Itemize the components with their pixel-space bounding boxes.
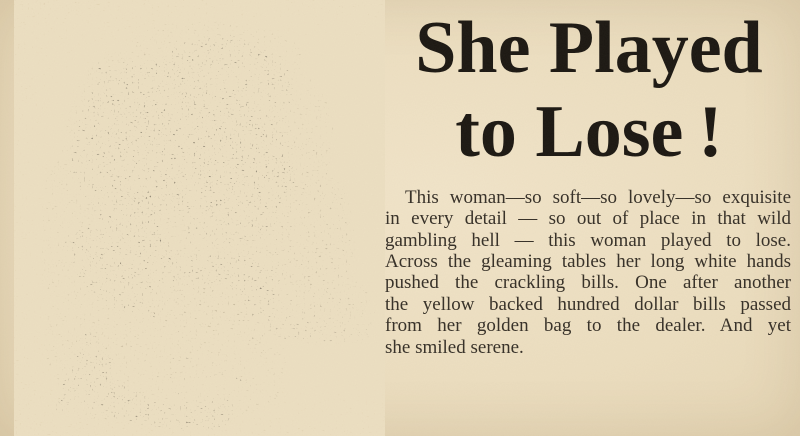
body-line: she smiled serene. xyxy=(385,336,524,358)
headline-line-2: to Lose ! xyxy=(455,91,723,174)
illustration-hat-jewel xyxy=(165,168,173,176)
body-line: the yellow backed hundred dollar bills passed xyxy=(385,293,791,315)
body-line: pushed the crackling bills. One after another xyxy=(385,272,791,294)
body-line: gambling hell — this woman played to lose. xyxy=(385,229,791,251)
illustration-vignette xyxy=(41,21,373,430)
body-paragraph xyxy=(383,187,795,358)
headline-line-1: She Played xyxy=(415,7,763,89)
body-line: in every detail — so out of place in that wild xyxy=(385,208,791,230)
body-line: Across the gleaming tables her long white hands xyxy=(385,250,791,272)
body-line: This woman—so soft—so lovely—so exquisite xyxy=(405,186,791,208)
body-line: from her golden bag to the dealer. And yet xyxy=(385,315,791,337)
woman-illustration xyxy=(0,0,385,436)
advert-text-column xyxy=(383,0,795,358)
headline xyxy=(383,6,795,175)
